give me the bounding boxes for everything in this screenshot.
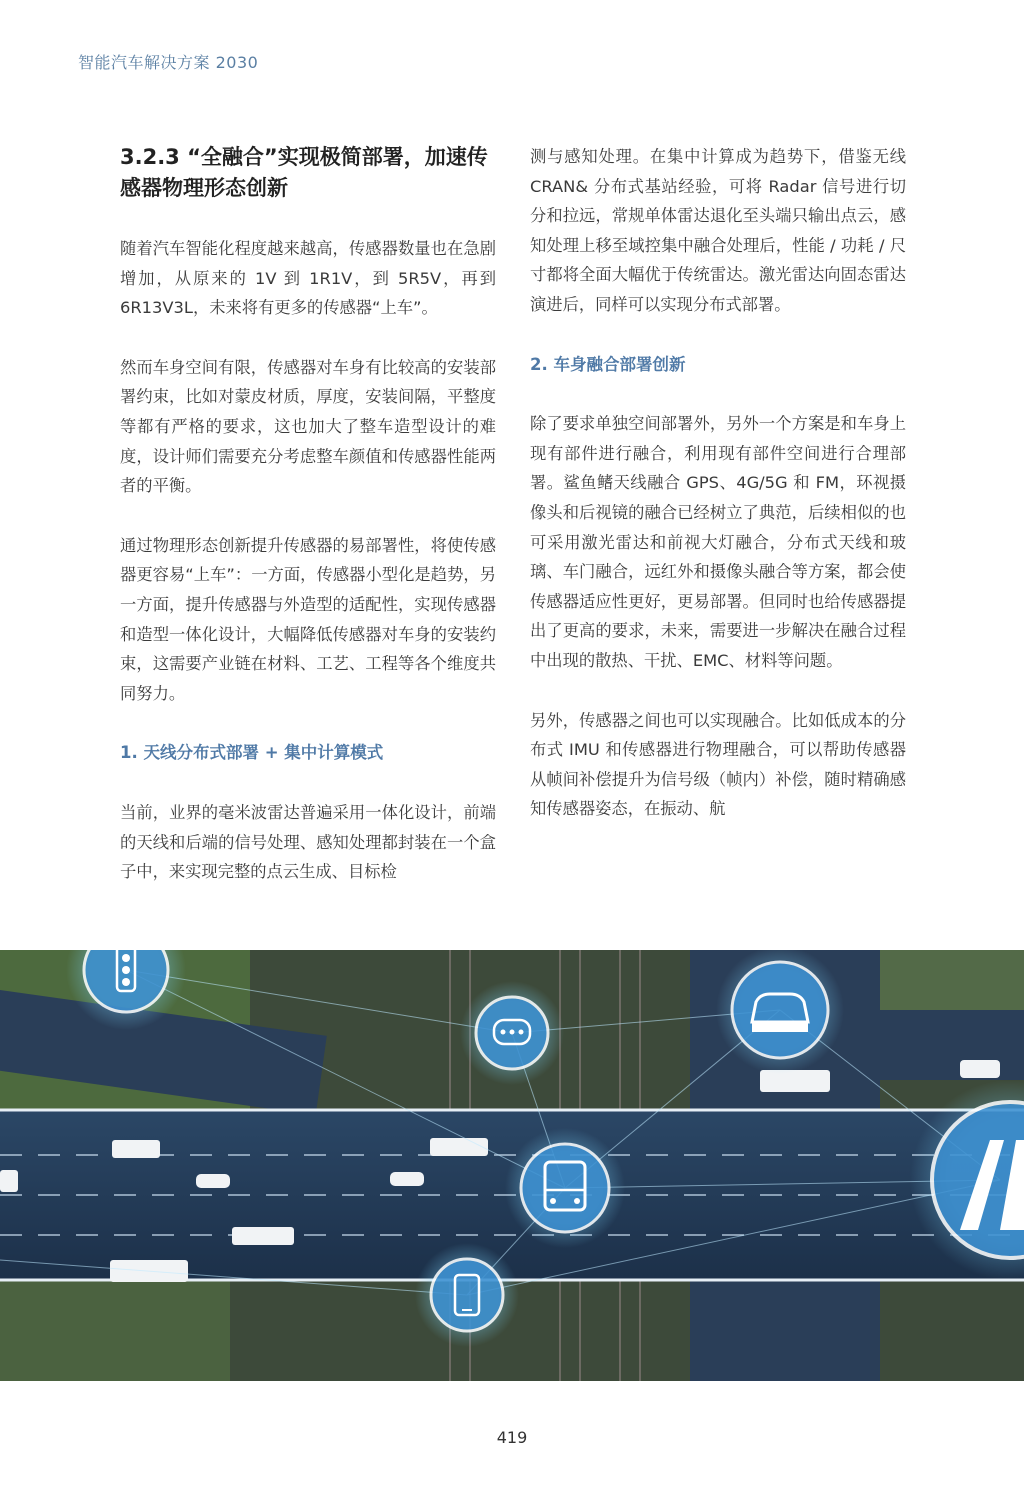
bus-node (505, 1128, 625, 1248)
paragraph-radar-current: 当前，业界的毫米波雷达普遍采用一体化设计，前端的天线和后端的信号处理、感知处理都封装在一个盒子中，来实现完整的点云生成、目标检 (120, 802, 496, 882)
paragraph-sensor-fusion: 另外，传感器之间也可以实现融合。比如低成本的分布式 IMU 和传感器进行物理融合，可以帮助传感器从帧间补偿提升为信号级（帧内）补偿，随时精确感知传感器姿态，在振动、航 (530, 710, 906, 819)
paragraph-space-constraints: 然而车身空间有限，传感器对车身有比较高的安装部署约束，比如对蒙皮材质，厚度，安装间隔，平整度等都有严格的要求，这也加大了整车造型设计的难度，设计师们需要充分考虑整车颜值和传感器性能两者的平衡。 (120, 357, 496, 496)
section-title: 3.2.3 “全融合”实现极简部署，加速传感器物理形态创新 (120, 145, 488, 200)
right-column (530, 142, 906, 854)
paragraph-sensor-growth: 随着汽车智能化程度越来越高，传感器数量也在急剧增加，从原来的 1V 到 1R1V，到 5R5V，再到 6R13V3L，未来将有更多的传感器“上车”。 (120, 239, 496, 318)
paragraph-radar-continued: 测与感知处理。在集中计算成为趋势下，借鉴无线 CRAN& 分布式基站经验，可将 Radar 信号进行切分和拉远，常规单体雷达退化至头端只输出点云，感知处理上移至域控集中融合处理后，性能 / 功耗 / 尺寸都将全面大幅优于传统雷达。激光雷达向固态雷达演进后，同样可以实现分布式部署。 (530, 147, 906, 314)
chat-bubble-node (460, 981, 564, 1085)
highway-illustration (0, 950, 1024, 1381)
page-number: 419 (496, 1428, 528, 1447)
phone-node (415, 1243, 519, 1347)
left-column (120, 142, 496, 917)
running-header: 智能汽车解决方案 2030 (78, 53, 259, 72)
subheading-body-fusion: 2. 车身融合部署创新 (530, 354, 686, 374)
car-node (716, 950, 844, 1074)
paragraph-physical-innovation: 通过物理形态创新提升传感器的易部署性，将使传感器更容易“上车”：一方面，传感器小型化是趋势，另一方面，提升传感器与外造型的适配性，实现传感器和造型一体化设计，大幅降低传感器对车身的安装约束，这需要产业链在材料、工艺、工程等各个维度共同努力。 (120, 535, 496, 703)
paragraph-body-fusion: 除了要求单独空间部署外，另外一个方案是和车身上现有部件进行融合，利用现有部件空间进行合理部署。鲨鱼鳍天线融合 GPS、4G/5G 和 FM，环视摄像头和后视镜的融合已经树立了典范，后续相似的也可采用激光雷达和前视大灯融合，分布式天线和玻璃、车门融合，远红外和摄像头融合等方案，都会使传感器适应性更好，更易部署。但同时也给传感器提出了更高的要求，未来，需要进一步解决在融合过程中出现的散热、干扰、EMC、材料等问题。 (530, 414, 906, 670)
subheading-antenna-distribution: 1. 天线分布式部署 + 集中计算模式 (120, 743, 384, 763)
